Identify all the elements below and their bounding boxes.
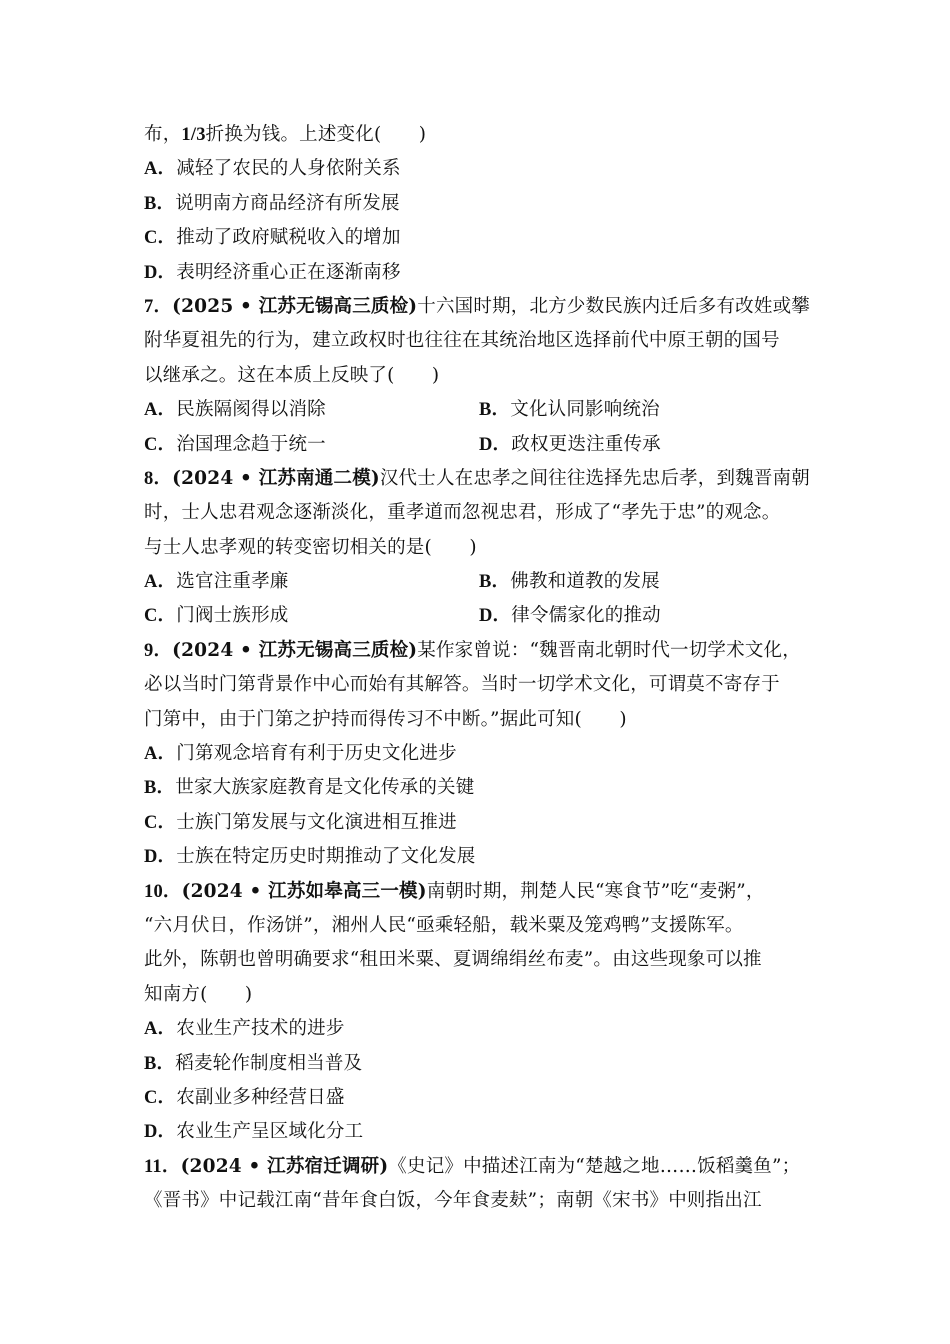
question-source: (2024 • 江苏宿迁调研) — [180, 1155, 389, 1177]
q6-option-b — [144, 187, 824, 221]
option-text: 士族在特定历史时期推动了文化发展 — [176, 846, 476, 868]
stem-text: 某作家曾说：“魏晋南北朝时代一切学术文化， — [417, 639, 801, 661]
q8-option-d — [479, 599, 814, 633]
option-text: 政权更迭注重传承 — [511, 433, 661, 455]
option-text: 士族门第发展与文化演进相互推进 — [176, 811, 457, 833]
option-text: 律令儒家化的推动 — [511, 605, 661, 627]
q7-stem-line-2: 附华夏祖先的行为，建立政权时也往往在其统治地区选择前代中原王朝的国号 — [144, 330, 780, 352]
option-label: B． — [144, 193, 176, 214]
stem-text: 十六国时期，北方少数民族内迁后多有改姓或攀 — [417, 295, 810, 317]
option-text: 门第观念培育有利于历史文化进步 — [176, 743, 457, 765]
question-number: 10． — [144, 881, 182, 902]
option-text: 治国理念趋于统一 — [176, 433, 326, 455]
question-number: 7． — [144, 296, 173, 317]
q6-stem-tail — [144, 118, 824, 152]
option-label: D． — [144, 262, 177, 283]
option-text: 世家大族家庭教育是文化传承的关键 — [175, 777, 475, 799]
document-page — [144, 118, 824, 1219]
q9-option-b — [144, 771, 824, 805]
option-text: 减轻了农民的人身依附关系 — [176, 158, 401, 180]
option-text: 农业生产呈区域化分工 — [176, 1121, 364, 1143]
q10-stem-line-2: “六月伏日，作汤饼”，湘州人民“亟乘轻船，载米粟及笼鸡鸭”支援陈军。 — [144, 914, 744, 936]
option-label: A． — [144, 1019, 177, 1040]
q10-stem-line-4: 知南方( ) — [144, 983, 253, 1005]
option-text: 选官注重孝廉 — [176, 571, 289, 593]
stem-text: 南朝时期，荆楚人民“寒食节”吃“麦粥”， — [426, 880, 765, 902]
q9-option-d — [144, 840, 824, 874]
q10-option-a — [144, 1012, 824, 1046]
q7-stem-line-1 — [144, 290, 824, 324]
q10-stem-line-1 — [144, 875, 824, 909]
q8-options-row-1 — [144, 565, 824, 599]
option-text: 农业生产技术的进步 — [176, 1018, 345, 1040]
q6-option-a — [144, 152, 824, 186]
q11-stem-line-1 — [144, 1150, 824, 1184]
option-text: 民族隔阂得以消除 — [176, 399, 326, 421]
q7-options-row-1 — [144, 393, 824, 427]
option-text: 说明南方商品经济有所发展 — [175, 192, 400, 214]
question-source: (2024 • 江苏如皋高三一模) — [181, 880, 427, 902]
option-label: D． — [479, 606, 512, 627]
option-text: 农副业多种经营日盛 — [176, 1086, 345, 1108]
option-label: D． — [144, 847, 177, 868]
q8-option-c — [144, 599, 479, 633]
option-label: A． — [144, 400, 177, 421]
question-number: 11． — [144, 1156, 181, 1177]
q8-stem-line-1 — [144, 462, 824, 496]
option-label: B． — [144, 778, 176, 799]
q6-option-d — [144, 256, 824, 290]
q7-option-a — [144, 393, 479, 427]
option-text: 推动了政府赋税收入的增加 — [176, 227, 401, 249]
option-label: A． — [144, 159, 177, 180]
option-label: D． — [144, 1122, 177, 1143]
q11-stem-line-2: 《晋书》中记载江南“昔年食白饭，今年食麦麸”；南朝《宋书》中则指出江 — [144, 1190, 762, 1212]
q9-option-a — [144, 737, 824, 771]
option-text: 佛教和道教的发展 — [510, 571, 660, 593]
stem-text: 汉代士人在忠孝之间往往选择先忠后孝，到魏晋南朝 — [379, 467, 810, 489]
question-number: 8． — [144, 468, 173, 489]
option-text: 文化认同影响统治 — [510, 399, 660, 421]
option-text: 稻麦轮作制度相当普及 — [175, 1052, 363, 1074]
q10-stem-line-3: 此外，陈朝也曾明确要求“租田米粟、夏调绵绢丝布麦”。由这些现象可以推 — [144, 949, 762, 971]
q7-options-row-2 — [144, 428, 824, 462]
q9-stem-line-3: 门第中，由于门第之护持而得传习不中断。”据此可知( ) — [144, 708, 627, 730]
option-text: 表明经济重心正在逐渐南移 — [176, 261, 401, 283]
question-source: (2025 • 江苏无锡高三质检) — [172, 295, 418, 317]
q10-option-c — [144, 1081, 824, 1115]
option-label: B． — [144, 1053, 176, 1074]
q7-option-d — [479, 428, 814, 462]
q10-option-b — [144, 1047, 824, 1081]
q8-stem-line-3: 与士人忠孝观的转变密切相关的是( ) — [144, 536, 477, 558]
question-source: (2024 • 江苏无锡高三质检) — [172, 639, 418, 661]
option-label: B． — [479, 400, 511, 421]
q9-stem-line-1 — [144, 634, 824, 668]
option-label: D． — [479, 434, 512, 455]
option-label: C． — [144, 606, 177, 627]
option-label: A． — [144, 572, 177, 593]
q9-stem-line-2: 必以当时门第背景作中心而始有其解答。当时一切学术文化，可谓莫不寄存于 — [144, 674, 780, 696]
option-label: C． — [144, 434, 177, 455]
q10-option-d — [144, 1115, 824, 1149]
option-label: C． — [144, 1087, 177, 1108]
option-label: A． — [144, 744, 177, 765]
q9-option-c — [144, 806, 824, 840]
q6-option-c — [144, 221, 824, 255]
option-label: C． — [144, 812, 177, 833]
option-label: C． — [144, 228, 177, 249]
q6-stem-text-end: 折换为钱。上述变化( ) — [205, 124, 427, 145]
q8-option-b — [479, 565, 814, 599]
option-label: B． — [479, 572, 511, 593]
q8-options-row-2 — [144, 599, 824, 633]
q7-option-b — [479, 393, 814, 427]
q8-option-a — [144, 565, 479, 599]
question-source: (2024 • 江苏南通二模) — [172, 467, 380, 489]
option-text: 门阀士族形成 — [176, 605, 289, 627]
stem-text: 《史记》中描述江南为“楚越之地……饭稻羹鱼”； — [388, 1155, 801, 1177]
q7-option-c — [144, 428, 479, 462]
question-number: 9． — [144, 640, 173, 661]
q6-stem-text: 布， — [144, 124, 182, 145]
q7-stem-line-3: 以继承之。这在本质上反映了( ) — [144, 364, 440, 386]
q8-stem-line-2: 时，士人忠君观念逐渐淡化，重孝道而忽视忠君，形成了“孝先于忠”的观念。 — [144, 502, 781, 524]
q6-fraction: 1/3 — [181, 125, 206, 145]
